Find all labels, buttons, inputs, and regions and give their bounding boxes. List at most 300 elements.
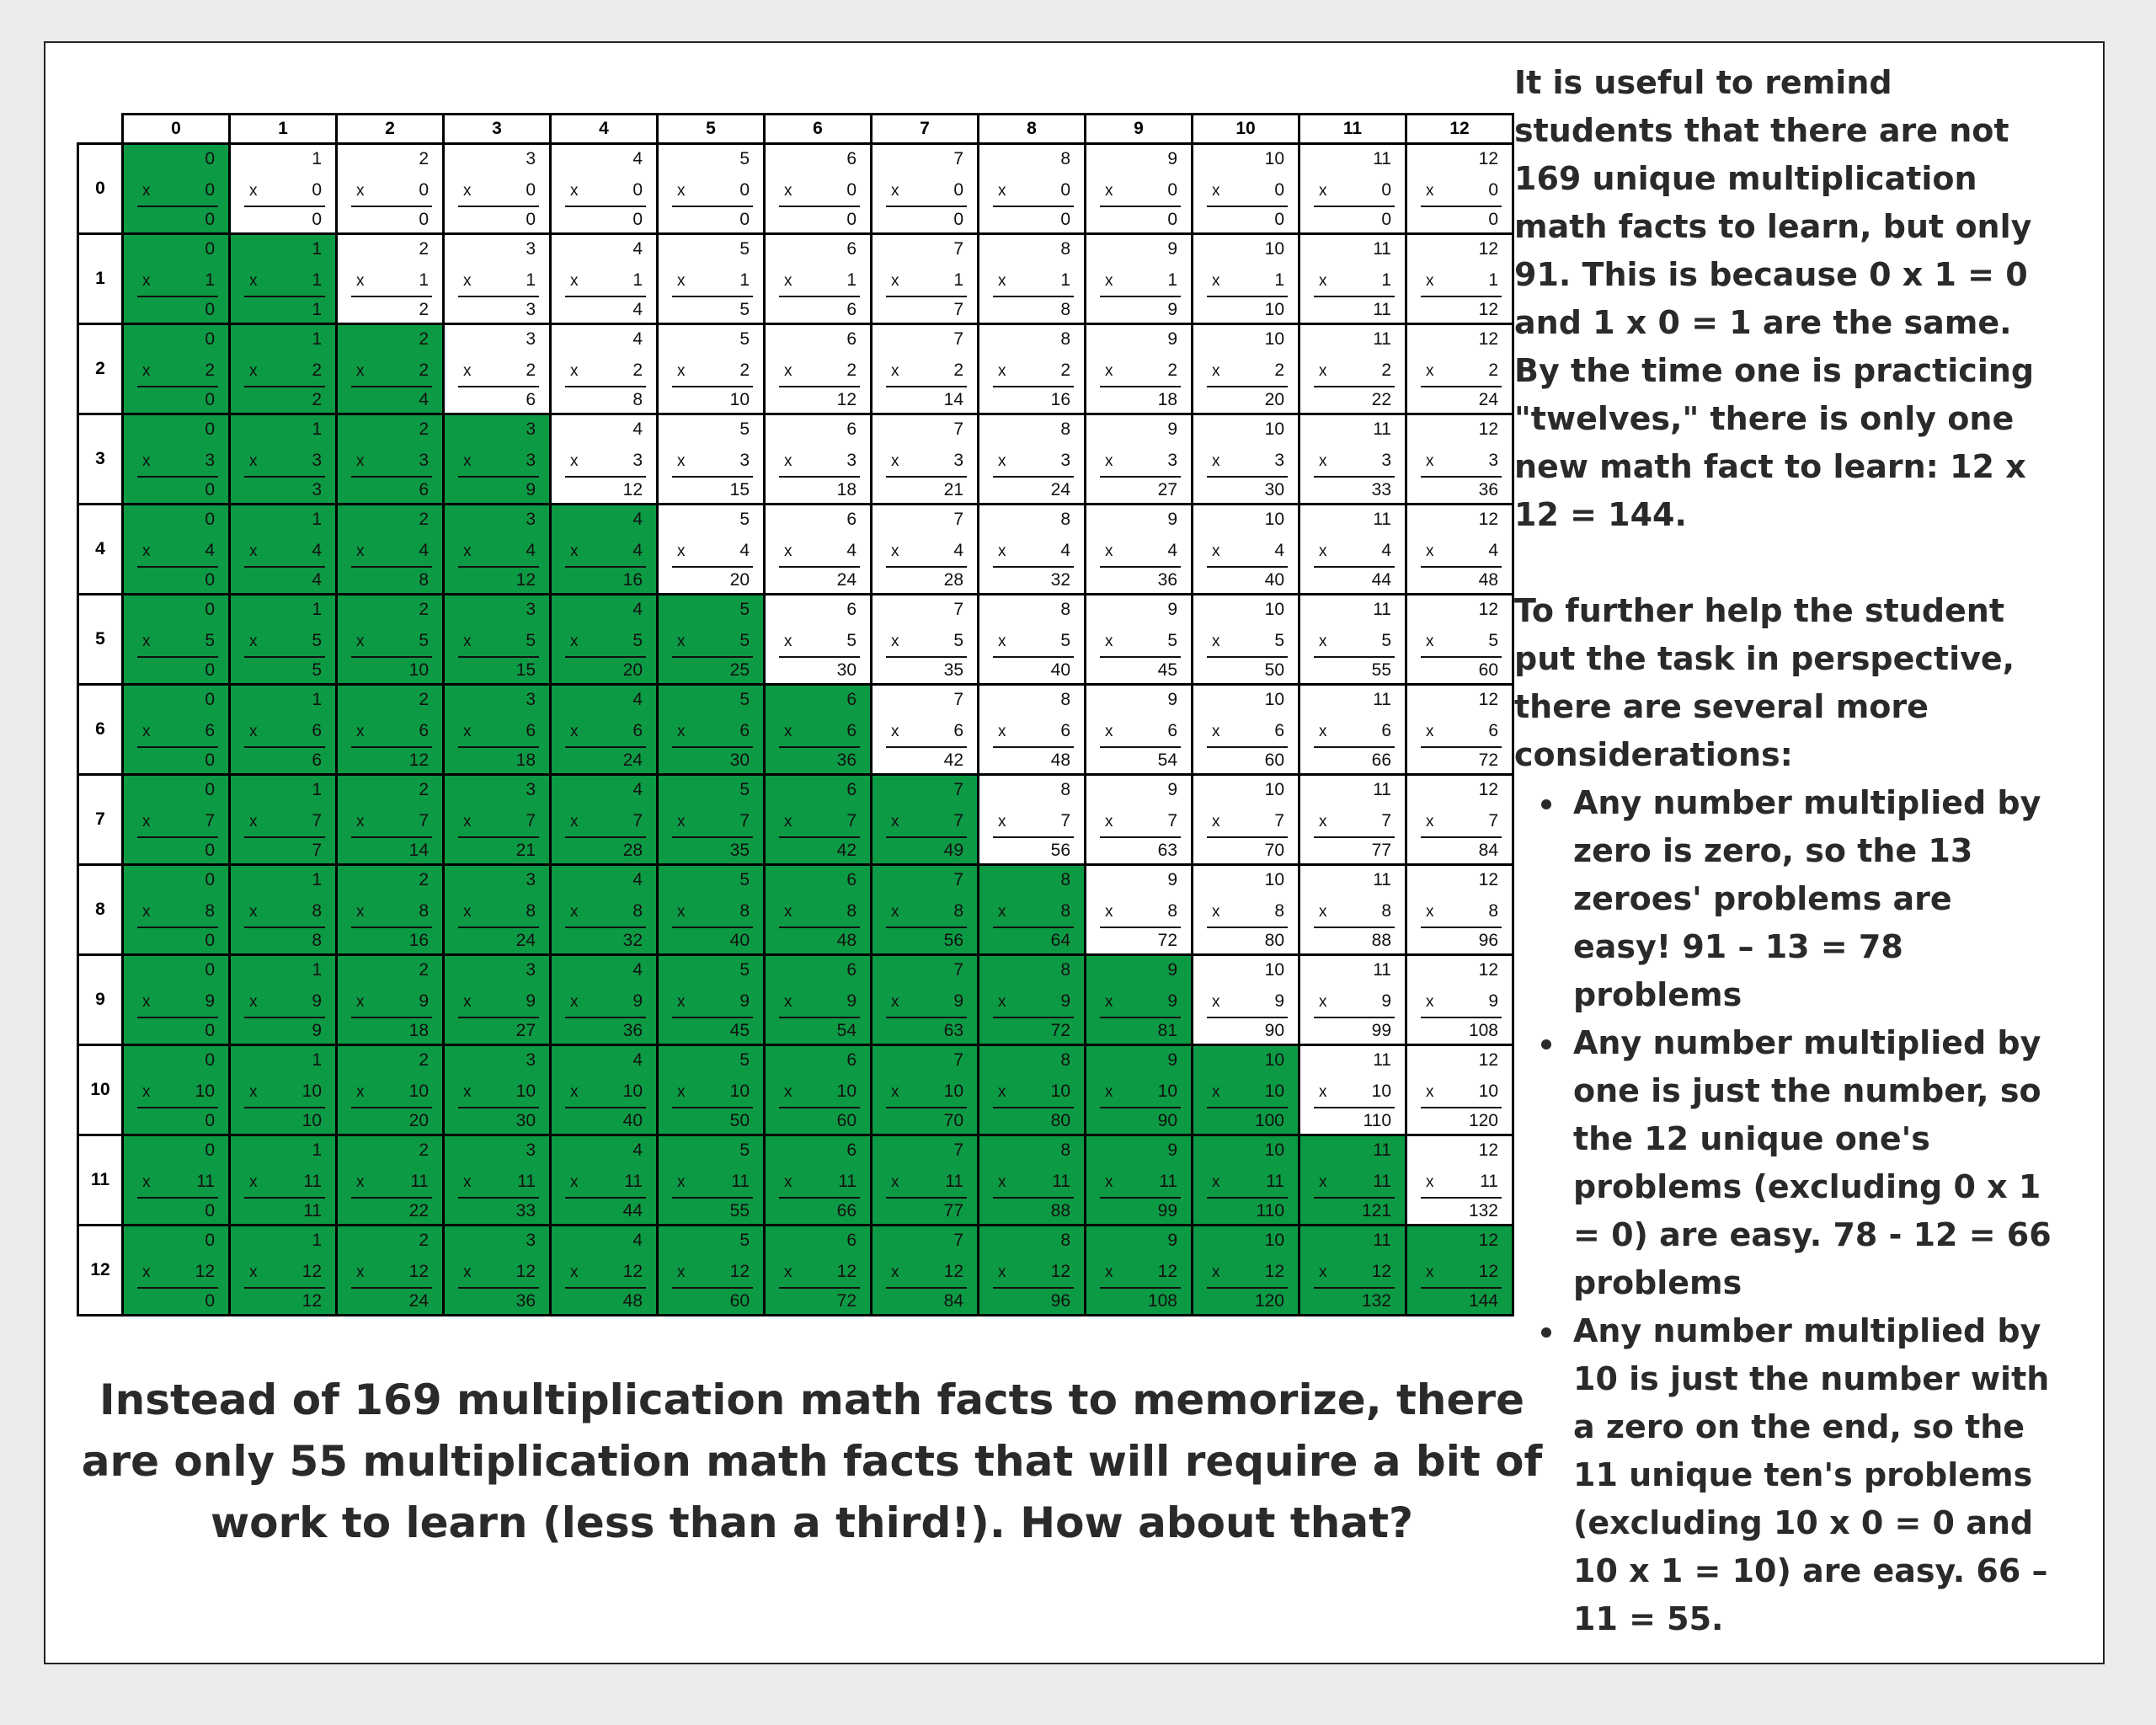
- fact-cell: [444, 865, 551, 955]
- fact-cell: [1406, 685, 1513, 775]
- times-sign: x: [1105, 542, 1113, 560]
- answer-rule: [779, 206, 860, 207]
- times-sign: x: [1212, 813, 1220, 830]
- fact-cell: [1299, 955, 1406, 1045]
- product: 24: [836, 570, 857, 590]
- times-sign: x: [356, 362, 365, 380]
- multiplicand: 8: [1060, 870, 1070, 889]
- column-header: 7: [872, 115, 979, 144]
- multiplicand: 10: [1264, 960, 1284, 980]
- times-sign: x: [1212, 272, 1220, 290]
- answer-rule: [137, 1017, 218, 1018]
- fact-cell: [444, 234, 551, 324]
- multiplicand: 11: [1373, 1050, 1391, 1070]
- times-sign: x: [1105, 633, 1113, 650]
- times-sign: x: [998, 182, 1006, 200]
- answer-rule: [1207, 656, 1288, 658]
- fact-cell: [444, 775, 551, 865]
- times-sign: x: [249, 993, 258, 1011]
- answer-rule: [137, 836, 218, 838]
- multiplicand: 1: [312, 690, 322, 709]
- multiplier: 5: [846, 631, 857, 650]
- multiplier: 3: [1381, 451, 1391, 470]
- answer-rule: [351, 386, 432, 387]
- answer-rule: [458, 836, 539, 838]
- multiplicand: 11: [1373, 780, 1391, 799]
- fact-cell: [1193, 234, 1299, 324]
- times-sign: x: [463, 993, 472, 1011]
- product: 22: [408, 1201, 429, 1220]
- multiplier: 11: [731, 1172, 750, 1191]
- multiplicand: 6: [846, 329, 857, 349]
- multiplicand: 10: [1264, 690, 1284, 709]
- multiplicand: 11: [1373, 149, 1391, 168]
- product: 77: [943, 1201, 963, 1220]
- times-sign: x: [677, 1173, 686, 1191]
- times-sign: x: [356, 723, 365, 740]
- multiplier: 11: [1480, 1172, 1498, 1191]
- answer-rule: [1100, 476, 1181, 478]
- multiplier: 11: [1266, 1172, 1284, 1191]
- multiplier: 8: [739, 901, 750, 921]
- times-sign: x: [142, 633, 151, 650]
- fact-cell: [1193, 955, 1299, 1045]
- times-sign: x: [891, 993, 899, 1011]
- times-sign: x: [356, 272, 365, 290]
- fact-cell: [444, 144, 551, 234]
- product: 70: [1264, 841, 1284, 860]
- fact-cell: [765, 505, 872, 595]
- multiplier: 6: [632, 721, 643, 740]
- product: 9: [526, 480, 536, 499]
- multiplicand: 6: [846, 780, 857, 799]
- fact-cell: [1193, 144, 1299, 234]
- multiplier: 4: [419, 541, 429, 560]
- multiplicand: 6: [846, 600, 857, 619]
- product: 6: [312, 750, 322, 770]
- multiplicand: 0: [205, 960, 215, 980]
- times-sign: x: [142, 362, 151, 380]
- multiplicand: 1: [312, 960, 322, 980]
- product: 54: [1157, 750, 1177, 770]
- product: 63: [943, 1021, 963, 1040]
- multiplicand: 12: [1478, 329, 1498, 349]
- multiplicand: 3: [526, 960, 536, 980]
- multiplicand: 12: [1478, 870, 1498, 889]
- answer-rule: [1207, 296, 1288, 297]
- product: 40: [1264, 570, 1284, 590]
- answer-rule: [137, 927, 218, 928]
- product: 1: [312, 300, 322, 319]
- times-sign: x: [463, 1263, 472, 1281]
- multiplicand: 4: [632, 1231, 643, 1250]
- times-sign: x: [677, 633, 686, 650]
- product: 20: [622, 660, 643, 680]
- multiplicand: 8: [1060, 600, 1070, 619]
- fact-cell: [979, 1226, 1086, 1316]
- fact-cell: [979, 324, 1086, 414]
- product: 81: [1157, 1021, 1177, 1040]
- fact-cell: [230, 234, 337, 324]
- product: 0: [205, 660, 215, 680]
- row-header: 4: [78, 505, 123, 595]
- times-sign: x: [249, 1173, 258, 1191]
- answer-rule: [1207, 746, 1288, 748]
- answer-rule: [458, 386, 539, 387]
- times-sign: x: [677, 1083, 686, 1101]
- answer-rule: [565, 566, 646, 568]
- product: 84: [1478, 841, 1498, 860]
- product: 48: [836, 931, 857, 950]
- product: 0: [1060, 210, 1070, 229]
- times-sign: x: [1212, 903, 1220, 921]
- product: 35: [943, 660, 963, 680]
- answer-rule: [351, 476, 432, 478]
- answer-rule: [1207, 1017, 1288, 1018]
- multiplicand: 3: [526, 600, 536, 619]
- answer-rule: [565, 1017, 646, 1018]
- multiplicand: 4: [632, 149, 643, 168]
- answer-rule: [351, 1107, 432, 1108]
- multiplicand: 8: [1060, 149, 1070, 168]
- row-header: 0: [78, 144, 123, 234]
- times-sign: x: [1426, 272, 1434, 290]
- product: 12: [408, 750, 429, 770]
- answer-rule: [351, 836, 432, 838]
- answer-rule: [1421, 386, 1502, 387]
- product: 4: [632, 300, 643, 319]
- fact-cell: [230, 1135, 337, 1226]
- multiplier: 3: [419, 451, 429, 470]
- fact-cell: [979, 234, 1086, 324]
- multiplicand: 6: [846, 870, 857, 889]
- multiplicand: 2: [419, 239, 429, 259]
- answer-rule: [779, 296, 860, 297]
- multiplicand: 11: [1373, 870, 1391, 889]
- row-header: 5: [78, 595, 123, 685]
- answer-rule: [1421, 746, 1502, 748]
- column-header: 9: [1086, 115, 1193, 144]
- row-header: 6: [78, 685, 123, 775]
- product: 18: [1157, 390, 1177, 409]
- times-sign: x: [249, 362, 258, 380]
- multiplicand: 11: [1373, 600, 1391, 619]
- multiplicand: 12: [1478, 960, 1498, 980]
- multiplier: 9: [419, 991, 429, 1011]
- answer-rule: [137, 1287, 218, 1289]
- fact-cell: [551, 865, 658, 955]
- product: 44: [622, 1201, 643, 1220]
- product: 144: [1468, 1291, 1498, 1311]
- multiplicand: 3: [526, 329, 536, 349]
- fact-cell: [658, 1135, 765, 1226]
- multiplicand: 6: [846, 419, 857, 439]
- times-sign: x: [784, 1083, 792, 1101]
- answer-rule: [137, 386, 218, 387]
- multiplier: 3: [846, 451, 857, 470]
- multiplicand: 2: [419, 149, 429, 168]
- multiplier: 1: [205, 270, 215, 290]
- multiplier: 6: [1167, 721, 1177, 740]
- times-sign: x: [570, 633, 579, 650]
- product: 18: [515, 750, 536, 770]
- times-sign: x: [249, 272, 258, 290]
- fact-cell: [123, 955, 230, 1045]
- product: 0: [205, 1291, 215, 1311]
- answer-rule: [351, 1017, 432, 1018]
- multiplier: 10: [622, 1081, 643, 1101]
- product: 0: [632, 210, 643, 229]
- multiplier: 6: [526, 721, 536, 740]
- column-header: 8: [979, 115, 1086, 144]
- multiplicand: 6: [846, 960, 857, 980]
- answer-rule: [565, 296, 646, 297]
- product: 120: [1468, 1111, 1498, 1130]
- multiplicand: 2: [419, 600, 429, 619]
- times-sign: x: [1426, 362, 1434, 380]
- multiplicand: 7: [953, 780, 963, 799]
- multiplicand: 11: [1373, 239, 1391, 259]
- answer-rule: [886, 1107, 967, 1108]
- answer-rule: [886, 296, 967, 297]
- fact-cell: [1299, 144, 1406, 234]
- row-header: 12: [78, 1226, 123, 1316]
- multiplier: 8: [953, 901, 963, 921]
- fact-cell: [230, 505, 337, 595]
- times-sign: x: [1426, 452, 1434, 470]
- times-sign: x: [142, 272, 151, 290]
- fact-cell: [872, 1226, 979, 1316]
- multiplicand: 2: [419, 419, 429, 439]
- multiplicand: 0: [205, 329, 215, 349]
- multiplier: 9: [953, 991, 963, 1011]
- fact-cell: [230, 685, 337, 775]
- answer-rule: [779, 656, 860, 658]
- times-sign: x: [463, 362, 472, 380]
- multiplier: 3: [739, 451, 750, 470]
- fact-cell: [658, 144, 765, 234]
- multiplier: 10: [302, 1081, 322, 1101]
- product: 27: [1157, 480, 1177, 499]
- times-sign: x: [1212, 452, 1220, 470]
- fact-cell: [444, 1226, 551, 1316]
- multiplicand: 1: [312, 600, 322, 619]
- multiplicand: 12: [1478, 1050, 1498, 1070]
- answer-rule: [779, 1197, 860, 1199]
- product: 55: [729, 1201, 750, 1220]
- fact-cell: [551, 1226, 658, 1316]
- multiplicand: 12: [1478, 600, 1498, 619]
- times-sign: x: [1426, 1173, 1434, 1191]
- fact-cell: [1086, 775, 1193, 865]
- multiplier: 11: [517, 1172, 536, 1191]
- times-sign: x: [142, 1263, 151, 1281]
- row-header: 2: [78, 324, 123, 414]
- answer-rule: [672, 476, 753, 478]
- times-sign: x: [142, 813, 151, 830]
- answer-rule: [565, 836, 646, 838]
- answer-rule: [1207, 1107, 1288, 1108]
- product: 28: [943, 570, 963, 590]
- multiplier: 7: [312, 811, 322, 830]
- times-sign: x: [998, 813, 1006, 830]
- product: 50: [729, 1111, 750, 1130]
- fact-cell: [658, 955, 765, 1045]
- answer-rule: [565, 206, 646, 207]
- answer-rule: [244, 386, 325, 387]
- multiplicand: 1: [312, 1231, 322, 1250]
- times-sign: x: [1212, 362, 1220, 380]
- multiplier: 12: [195, 1262, 215, 1281]
- multiplier: 9: [846, 991, 857, 1011]
- fact-cell: [1086, 685, 1193, 775]
- times-sign: x: [1105, 182, 1113, 200]
- times-sign: x: [142, 542, 151, 560]
- fact-cell: [123, 234, 230, 324]
- product: 14: [408, 841, 429, 860]
- times-sign: x: [891, 1263, 899, 1281]
- times-sign: x: [1105, 723, 1113, 740]
- fact-cell: [337, 1135, 444, 1226]
- times-sign: x: [1426, 633, 1434, 650]
- answer-rule: [672, 566, 753, 568]
- product: 99: [1157, 1201, 1177, 1220]
- multiplier: 7: [739, 811, 750, 830]
- multiplicand: 5: [739, 329, 750, 349]
- multiplicand: 1: [312, 419, 322, 439]
- answer-rule: [1207, 927, 1288, 928]
- product: 66: [836, 1201, 857, 1220]
- fact-cell: [658, 1045, 765, 1135]
- multiplicand: 3: [526, 149, 536, 168]
- answer-rule: [351, 746, 432, 748]
- answer-rule: [244, 296, 325, 297]
- multiplier: 5: [1274, 631, 1284, 650]
- times-sign: x: [1105, 452, 1113, 470]
- multiplier: 5: [1488, 631, 1498, 650]
- fact-cell: [765, 685, 872, 775]
- fact-cell: [1193, 324, 1299, 414]
- multiplier: 12: [302, 1262, 322, 1281]
- product: 40: [729, 931, 750, 950]
- product: 14: [943, 390, 963, 409]
- table-row: [78, 685, 1513, 775]
- multiplier: 10: [836, 1081, 857, 1101]
- multiplier: 0: [526, 180, 536, 200]
- fact-cell: [123, 414, 230, 505]
- product: 0: [205, 931, 215, 950]
- fact-cell: [765, 1226, 872, 1316]
- multiplier: 11: [624, 1172, 643, 1191]
- fact-cell: [551, 955, 658, 1045]
- multiplier: 9: [1274, 991, 1284, 1011]
- multiplicand: 9: [1167, 870, 1177, 889]
- fact-cell: [1193, 1045, 1299, 1135]
- answer-rule: [1100, 927, 1181, 928]
- multiplier: 4: [1274, 541, 1284, 560]
- product: 33: [515, 1201, 536, 1220]
- multiplier: 11: [1159, 1172, 1177, 1191]
- fact-cell: [123, 144, 230, 234]
- times-sign: x: [1212, 633, 1220, 650]
- multiplicand: 5: [739, 1140, 750, 1160]
- multiplier: 7: [1381, 811, 1391, 830]
- row-header: 1: [78, 234, 123, 324]
- fact-cell: [1193, 685, 1299, 775]
- product: 10: [302, 1111, 322, 1130]
- multiplier: 8: [1167, 901, 1177, 921]
- multiplier: 2: [1060, 360, 1070, 380]
- fact-cell: [765, 1135, 872, 1226]
- product: 60: [1478, 660, 1498, 680]
- multiplier: 7: [419, 811, 429, 830]
- table-row: [78, 1226, 1513, 1316]
- multiplier: 9: [1381, 991, 1391, 1011]
- times-sign: x: [570, 1083, 579, 1101]
- answer-rule: [1314, 476, 1395, 478]
- times-sign: x: [998, 452, 1006, 470]
- product: 16: [1050, 390, 1070, 409]
- multiplicand: 3: [526, 1050, 536, 1070]
- product: 30: [1264, 480, 1284, 499]
- multiplier: 7: [953, 811, 963, 830]
- answer-rule: [351, 296, 432, 297]
- times-sign: x: [356, 903, 365, 921]
- answer-rule: [993, 1107, 1074, 1108]
- fact-cell: [1299, 1045, 1406, 1135]
- times-sign: x: [1212, 993, 1220, 1011]
- multiplicand: 10: [1264, 600, 1284, 619]
- answer-rule: [244, 1287, 325, 1289]
- multiplier: 10: [515, 1081, 536, 1101]
- multiplier: 2: [205, 360, 215, 380]
- multiplier: 8: [846, 901, 857, 921]
- multiplier: 9: [1488, 991, 1498, 1011]
- times-sign: x: [784, 272, 792, 290]
- multiplier: 7: [1274, 811, 1284, 830]
- fact-cell: [1193, 595, 1299, 685]
- times-sign: x: [1105, 813, 1113, 830]
- multiplicand: 4: [632, 780, 643, 799]
- multiplicand: 8: [1060, 419, 1070, 439]
- multiplicand: 2: [419, 780, 429, 799]
- fact-cell: [551, 414, 658, 505]
- multiplicand: 2: [419, 1050, 429, 1070]
- product: 110: [1256, 1201, 1284, 1220]
- answer-rule: [1421, 656, 1502, 658]
- fact-cell: [230, 955, 337, 1045]
- fact-cell: [765, 1045, 872, 1135]
- multiplicand: 2: [419, 870, 429, 889]
- multiplier: 3: [953, 451, 963, 470]
- times-sign: x: [570, 452, 579, 470]
- multiplier: 0: [419, 180, 429, 200]
- multiplier: 6: [419, 721, 429, 740]
- multiplier: 12: [408, 1262, 429, 1281]
- product: 121: [1361, 1201, 1391, 1220]
- multiplier: 8: [1274, 901, 1284, 921]
- answer-rule: [672, 1197, 753, 1199]
- multiplier: 11: [945, 1172, 963, 1191]
- considerations-list: [1514, 779, 2055, 1643]
- multiplicand: 6: [846, 149, 857, 168]
- product: 108: [1147, 1291, 1177, 1311]
- answer-rule: [779, 566, 860, 568]
- column-header: 5: [658, 115, 765, 144]
- multiplier: 3: [205, 451, 215, 470]
- fact-cell: [1086, 234, 1193, 324]
- times-sign: x: [998, 723, 1006, 740]
